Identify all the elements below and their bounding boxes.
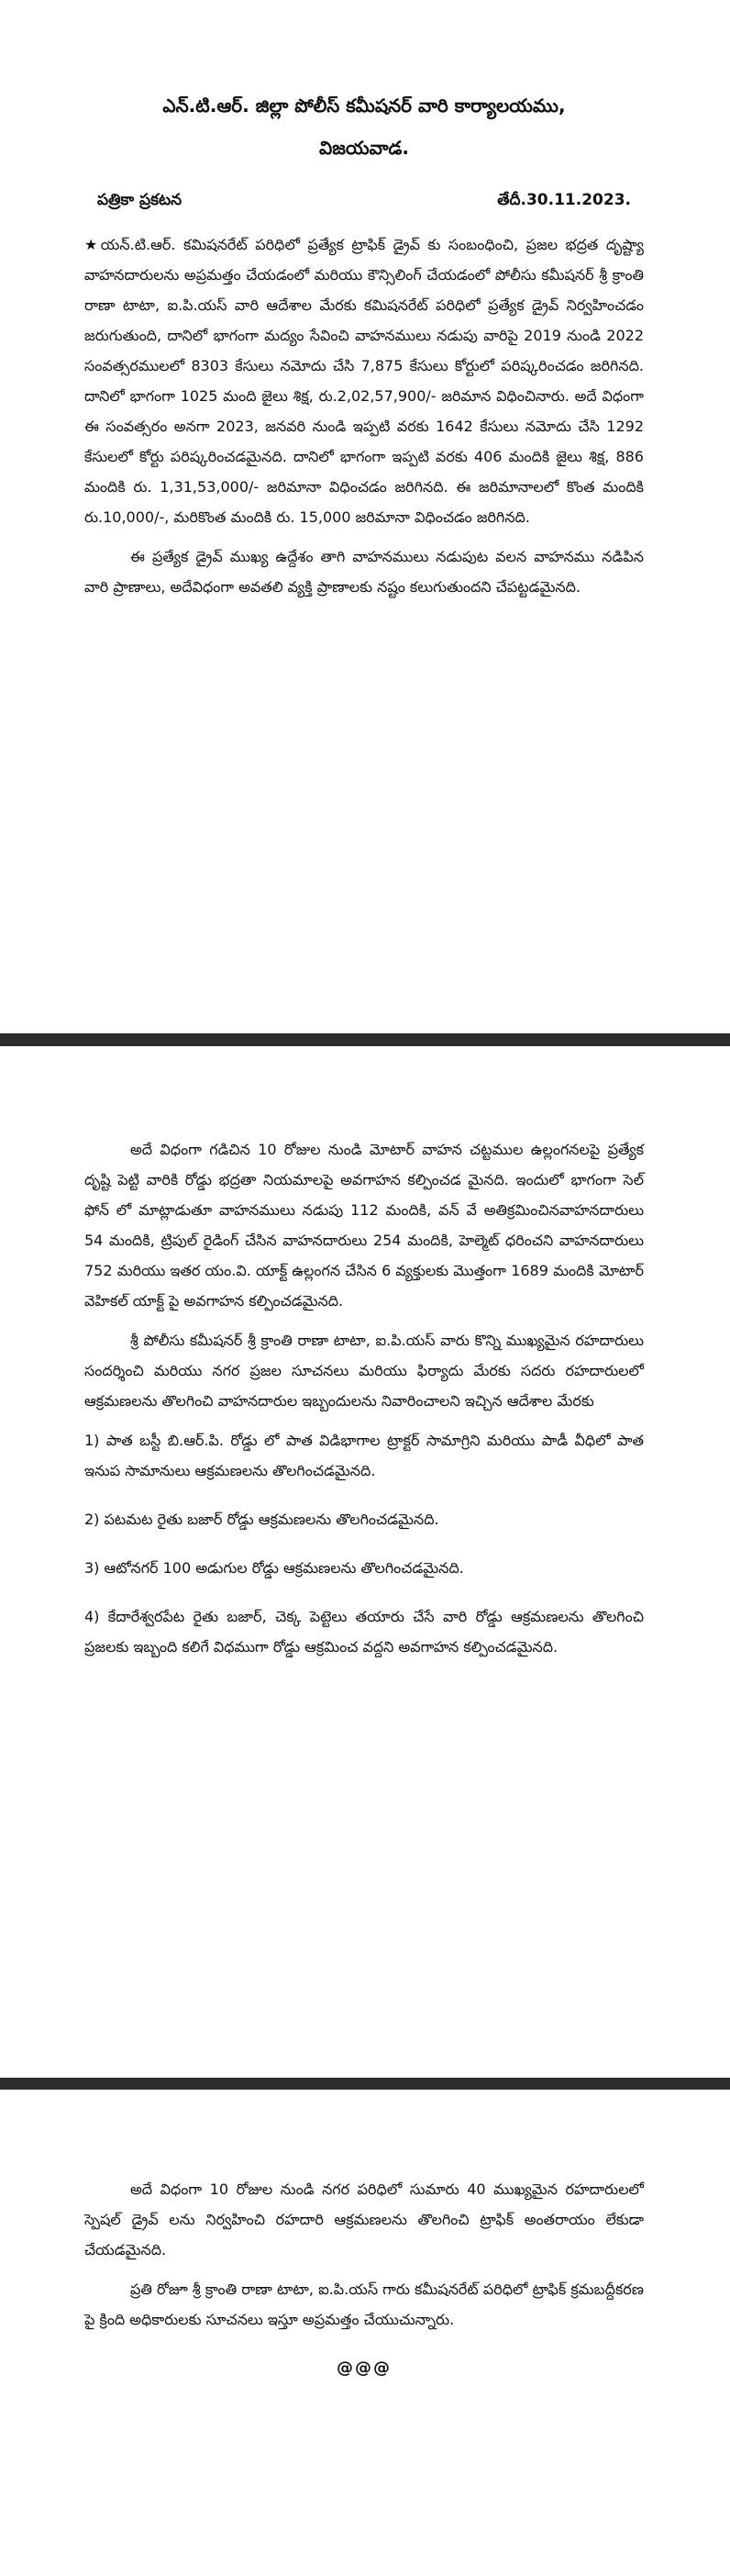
list-item: 3) ఆటోనగర్ 100 అడుగుల రోడ్డు ఆక్రమణలను తొలగించడమైనది. (84, 1559, 464, 1577)
list-item: 1) పాత బస్టీ బి.ఆర్.పి. రోడ్డు లో పాత విడిభాగాల ట్రాక్టర్ సామాగ్రిని మరియు పాడీ వీధిలో పాత ఇనుప సామానులు ఆక్రమణలను తొలగించడమైనది. (84, 1432, 644, 1479)
paragraph-drive-purpose: ఈ ప్రత్యేక డ్రైవ్ ముఖ్య ఉద్దేశం తాగి వాహనములు నడుపుట వలన వాహనము నడిపిన వారి ప్రాణాలు, అదేవిధంగా అవతలి వ్యక్తి ప్రాణాలకు నష్టం కలుగుతుందని చేపట్టడమైనది. (84, 548, 644, 596)
press-header-row (84, 191, 644, 213)
office-title: ఎన్.టి.ఆర్. జిల్లా పోలీస్ కమీషనర్ వారి కార్యాలయము, (162, 95, 566, 117)
list-item: 2) పటమట రైతు బజార్ రోడ్డు ఆక్రమణలను తొలగించడమైనది. (84, 1511, 439, 1528)
document-page-3 (0, 2090, 730, 2576)
release-date: తేదీ.30.11.2023. (497, 191, 631, 209)
page-separator (0, 2078, 730, 2090)
document-page-2 (0, 1046, 730, 2078)
page-separator (0, 1033, 730, 1046)
closing-mark: @@@ (337, 2359, 392, 2378)
paragraph-special-drives: అదే విధంగా 10 రోజుల నుండి నగర పరిధిలో సుమారు 40 ముఖ్యమైన రహదారులలో స్పెషల్ డ్రైవ్ లను నిర్వహించి రహదారి ఆక్రమణలను తొలగించి ట్రాఫిక్ అంతరాయం లేకుడా చేయడమైనది. (84, 2180, 644, 2258)
paragraph-drunk-driving-stats: ★యన్.టి.ఆర్. కమిషనరేట్ పరిధిలో ప్రత్యేక ట్రాఫిక్ డ్రైవ్ కు సంబంధించి, ప్రజల భద్రత దృష్ట్యా వాహనదారులను అప్రమత్తం చేయడంలో మరియు కౌన్సిలింగ్ చేయడంలో పోలీసు కమీషనర్ శ్రీ క్రాంతి రాణా టాటా, ఐ.పి.యస్ వారి ఆదేశాల మేరకు కమిషనరేట్ పరిధిలో ప్రత్యేక డ్రైవ్ నిర్వహించడం జరుగుతుంది, దానిలో భాగంగా మద్యం సేవించి వాహనములు నడుపు వారిపై 2019 నుండి 2022 సంవత్సరములలో 8303 కేసులు నమోదు చేసి 7,875 కేసులు కోర్టులో పరిష్కరించడం జరిగినది. దానిలో భాగంగా 1025 మంది జైలు శిక్ష, రు.2,02,57,900/- జరిమాన విధించినారు. అదే విధంగా ఈ సంవత్సరం అనగా 2023, జనవరి నుండి ఇప్పటి వరకు 1642 కేసులు నమోదు చేసి 1292 కేసులలో కోర్టు పరిష్కరించడమైనది. దానిలో భాగంగా ఇప్పటి వరకు 406 మందికి జైలు శిక్ష, 886 మందికి రు. 1,31,53,000/- జరిమానా విధించడం జరిగినది. ఈ జరిమానాలలో కొంత మందికి రు.10,000/-, మరికొంత మందికి రు. 15,000 జరిమానా విధించడం జరిగినది. (84, 236, 644, 526)
document-page-1 (0, 0, 730, 1033)
paragraph-commissioner-orders: శ్రీ పోలీసు కమీషనర్ శ్రీ క్రాంతి రాణా టాటా, ఐ.పి.యస్ వారు కొన్ని ముఖ్యమైన రహదారులు సందర్శించి మరియు నగర ప్రజల సూచనలు మరియు ఫిర్యాదు మేరకు సదరు రహదారులలో ఆక్రమణలను తొలగించి వాహనదారుల ఇబ్బందులను నివారించాలని ఇచ్చిన ఆదేశాల మేరకు (84, 1332, 644, 1410)
list-item: 4) కేదారేశ్వరపేట రైతు బజార్, చెక్క పెట్టెలు తయారు చేసే వారి రోడ్డు ఆక్రమణలను తొలగించి ప్రజలకు ఇబ్బంది కలిగే విధముగా రోడ్డు ఆక్రమించ వద్దని అవగాహన కల్పించడమైనది. (84, 1608, 644, 1656)
paragraph-motor-vehicle-violations: అదే విధంగా గడిచిన 10 రోజుల నుండి మోటార్ వాహన చట్టముల ఉల్లంగనలపై ప్రత్యేక దృష్టి పెట్టి వారికి రోడ్డు భద్రతా నియమాలపై అవగాహన కల్పించడ మైనది. ఇందులో భాగంగా సెల్ ఫోన్ లో మాట్లాడుతూ వాహనములు నడుపు 112 మందికి, వన్ వే అతిక్రమించినవాహనదారులు 54 మందికి, ట్రిపుల్ రైడింగ్ చేసిన వాహనదారులు 254 మందికి, హెల్మెట్ ధరించని వాహనదారులు 752 మరియు ఇతర యం.వి. యాక్ట్ ఉల్లంగన చేసిన 6 వ్యక్తులకు మొత్తంగా 1689 మందికి మోటార్ వెహికల్ యాక్ట్ పై అవగాహన కల్పించడమైనది. (84, 1141, 644, 1310)
paragraph-daily-instructions: ప్రతి రోజూ శ్రీ క్రాంతి రాణా టాటా, ఐ.పి.యస్ గారు కమీషనరేట్ పరిధిలో ట్రాఫిక్ క్రమబద్దీకరణ పై క్రింది అధికారులకు సూచనలు ఇస్తూ అప్రమత్తం చేయుచున్నారు. (84, 2280, 645, 2328)
press-release-label: పత్రికా ప్రకటన (97, 191, 182, 209)
office-city: విజయవాడ. (319, 137, 409, 159)
